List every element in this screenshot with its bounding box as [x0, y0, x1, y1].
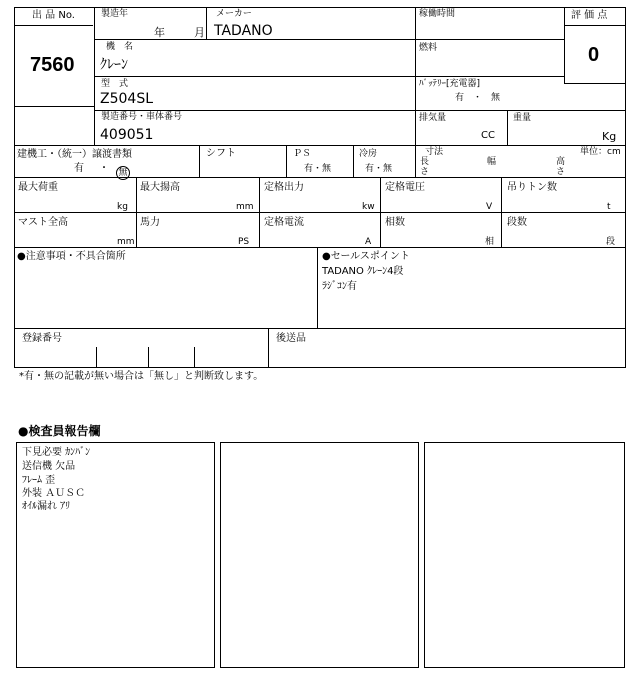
- h-line-4: [14, 145, 626, 146]
- v-col4: [380, 177, 381, 248]
- v-maker: [206, 7, 207, 40]
- horsepower-unit: PS: [238, 237, 250, 247]
- height-sub: さ: [556, 167, 566, 177]
- rated-output-label: 定格出力: [264, 182, 304, 193]
- v-col2: [136, 177, 137, 248]
- serial-value: 409051: [100, 127, 154, 143]
- rated-voltage-label: 定格電圧: [385, 182, 425, 193]
- lift-ton-label: 吊りトン数: [507, 182, 557, 193]
- v-shipping: [268, 328, 269, 368]
- inspector-line-1: 下見必要 ｶﾝﾊﾞﾝ: [22, 447, 91, 458]
- max-load-unit: kg: [117, 202, 128, 212]
- stages-unit: 段: [606, 237, 616, 247]
- month-unit: 月: [194, 26, 205, 39]
- score-value: 0: [588, 44, 600, 66]
- reg-cell-3: [194, 347, 195, 368]
- lot-no-label: 出 品 No.: [32, 10, 75, 21]
- battery-label: ﾊﾞｯﾃﾘｰ[充電器]: [419, 79, 481, 89]
- horsepower-label: 馬力: [140, 217, 160, 228]
- issues-label: ●注意事項・不具合箇所: [17, 251, 126, 262]
- v-notes: [317, 247, 318, 329]
- rated-current-label: 定格電流: [264, 217, 304, 228]
- phase-unit: 相: [485, 237, 495, 247]
- reg-label: 登録番号: [22, 333, 62, 344]
- length-label: 長: [420, 157, 430, 167]
- maker-value: TADANO: [214, 23, 273, 39]
- builder-label: 建機工・（統一）譲渡書類: [17, 149, 132, 160]
- v-col3: [259, 177, 260, 248]
- height-label: 高: [556, 157, 566, 167]
- shipping-label: 後送品: [276, 333, 306, 344]
- inspector-line-4: 外装 ＡＵＳＣ: [22, 488, 86, 499]
- model-name-value: ｸﾚｰﾝ: [100, 57, 128, 73]
- max-lift-unit: mm: [236, 202, 254, 212]
- fuel-label: 燃料: [419, 43, 438, 53]
- v-cooling: [353, 145, 354, 178]
- inspector-box-3: [424, 442, 625, 668]
- v-ps: [286, 145, 287, 178]
- max-lift-label: 最大揚高: [140, 182, 180, 193]
- weight-label: 重量: [513, 113, 532, 123]
- footnote: *有・無の記載が無い場合は「無し」と判断致します。: [19, 371, 264, 382]
- displacement-unit: CC: [481, 130, 495, 141]
- shift-label: シフト: [206, 148, 236, 159]
- model-name-label: 機 名: [106, 42, 134, 52]
- v-hours: [415, 7, 416, 146]
- type-value: Z504SL: [100, 91, 153, 107]
- lot-no: 7560: [30, 54, 75, 76]
- inspector-line-2: 送信機 欠品: [22, 461, 76, 472]
- score-right-edge: [625, 84, 626, 146]
- selling-label: ●セールスポイント: [322, 251, 410, 262]
- year-label: 製造年: [101, 9, 129, 19]
- frame-right: [625, 145, 626, 368]
- reg-bottom: [14, 367, 626, 368]
- selling-line-2: ﾗｼﾞｺﾝ有: [322, 281, 357, 292]
- spec3-bottom: [14, 247, 626, 248]
- v-dims: [415, 145, 416, 178]
- h-line-2: [94, 76, 564, 77]
- v-weight: [507, 110, 508, 146]
- spec1-bottom: [14, 177, 626, 178]
- inspector-line-5: ｵｲﾙ漏れ ｱﾘ: [22, 501, 71, 512]
- displacement-label: 排気量: [419, 113, 447, 123]
- h-line-3: [94, 110, 626, 111]
- score-divider: [564, 25, 626, 26]
- inspector-title: ●検査員報告欄: [18, 424, 101, 438]
- spec2-bottom: [14, 212, 626, 213]
- lift-ton-unit: t: [607, 202, 611, 212]
- width-label: 幅: [487, 157, 497, 167]
- reg-cell-2: [148, 347, 149, 368]
- maker-label: メーカー: [216, 9, 252, 19]
- v-shift: [199, 145, 200, 178]
- builder-no-circled: [116, 162, 130, 180]
- ps-label: ＰＳ: [293, 149, 312, 159]
- frame-top: [14, 7, 564, 8]
- builder-no: 無: [116, 166, 130, 180]
- dims-label: 寸法: [425, 147, 444, 157]
- cooling-label: 冷房: [359, 149, 378, 159]
- notes-bottom: [14, 328, 626, 329]
- mast-height-label: マスト全高: [18, 217, 68, 228]
- dims-unit: 単位：cm: [580, 147, 621, 157]
- reg-cell-1: [96, 347, 97, 368]
- battery-options: 有 ・ 無: [455, 93, 501, 103]
- year-unit: 年: [154, 26, 165, 39]
- cooling-options: 有・無: [365, 164, 393, 174]
- phase-label: 相数: [385, 217, 405, 228]
- mast-height-unit: mm: [117, 237, 135, 247]
- lot-divider: [14, 25, 93, 26]
- h-line-1: [94, 39, 564, 40]
- inspector-box-2: [220, 442, 419, 668]
- lot-bottom: [14, 106, 95, 107]
- score-label: 評 価 点: [571, 10, 608, 21]
- length-sub: さ: [420, 167, 430, 177]
- inspector-line-3: ﾌﾚｰﾑ 歪: [22, 475, 56, 486]
- frame-left: [14, 7, 15, 368]
- type-label: 型 式: [101, 79, 129, 89]
- builder-yes: 有: [74, 163, 84, 174]
- v-col5: [501, 177, 502, 248]
- hours-label: 稼働時間: [419, 9, 456, 19]
- rated-current-unit: A: [365, 237, 372, 247]
- builder-dot: ・: [99, 163, 109, 174]
- max-load-label: 最大荷重: [18, 182, 58, 193]
- stages-label: 段数: [507, 217, 527, 228]
- rated-voltage-unit: V: [486, 202, 493, 212]
- rated-output-unit: kw: [362, 202, 375, 212]
- weight-unit: Kg: [602, 130, 617, 143]
- ps-options: 有・無: [304, 164, 332, 174]
- selling-line-1: TADANO ｸﾚｰﾝ4段: [322, 266, 404, 277]
- serial-label: 製造番号・車体番号: [101, 112, 183, 122]
